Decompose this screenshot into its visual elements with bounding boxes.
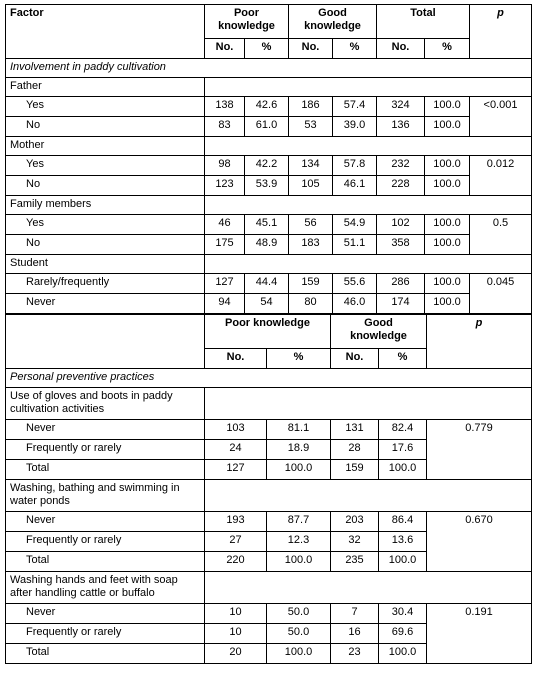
group-label-fill	[205, 78, 532, 97]
poor-no-cell: 127	[205, 460, 267, 480]
row-label: Never	[6, 512, 205, 532]
poor-pct-cell: 42.2	[245, 156, 289, 176]
factor-header-spacer	[6, 39, 205, 59]
table-row	[6, 604, 532, 624]
total-no-cell: 136	[377, 117, 425, 137]
total-pct-cell: 100.0	[425, 274, 470, 294]
poor-no-cell: 175	[205, 235, 245, 255]
group-row	[6, 196, 532, 215]
good-pct-cell: 86.4	[379, 512, 427, 532]
table-row	[6, 97, 532, 117]
good-pct-cell: 57.8	[333, 156, 377, 176]
p-header: p	[427, 315, 532, 349]
p-header-spacer	[427, 349, 532, 369]
row-label: No	[6, 235, 205, 255]
factor-header-spacer	[6, 349, 205, 369]
good-no-cell: 183	[289, 235, 333, 255]
good-pct-cell: 82.4	[379, 420, 427, 440]
group-label: Father	[6, 78, 205, 97]
total-pct-cell: 100.0	[425, 215, 470, 235]
group-row	[6, 137, 532, 156]
group-row	[6, 572, 532, 604]
good-no-cell: 203	[331, 512, 379, 532]
group-label-fill	[205, 255, 532, 274]
good-no-cell: 53	[289, 117, 333, 137]
poor-pct-header: %	[245, 39, 289, 59]
p-value-cell: 0.779	[427, 420, 532, 480]
group-label-fill	[205, 572, 532, 604]
good-pct-cell: 54.9	[333, 215, 377, 235]
good-no-cell: 159	[289, 274, 333, 294]
group-row	[6, 78, 532, 97]
group-row	[6, 255, 532, 274]
total-pct-header: %	[425, 39, 470, 59]
table-row	[6, 235, 532, 255]
total-no-cell: 324	[377, 97, 425, 117]
p-value-cell: 0.5	[470, 215, 532, 255]
good-no-cell: 159	[331, 460, 379, 480]
total-pct-cell: 100.0	[425, 117, 470, 137]
good-no-cell: 16	[331, 624, 379, 644]
good-pct-cell: 100.0	[379, 460, 427, 480]
total-pct-cell: 100.0	[425, 235, 470, 255]
total-pct-cell: 100.0	[425, 176, 470, 196]
factor-header-blank	[6, 315, 205, 349]
table-row	[6, 215, 532, 235]
poor-no-cell: 27	[205, 532, 267, 552]
group-label: Use of gloves and boots in paddy cultivation activities	[6, 388, 205, 420]
row-label: No	[6, 176, 205, 196]
table-row	[6, 512, 532, 532]
poor-no-header: No.	[205, 39, 245, 59]
section-title: Involvement in paddy cultivation	[6, 59, 532, 78]
good-no-cell: 32	[331, 532, 379, 552]
knowledge-by-involvement-table	[5, 4, 532, 314]
good-no-cell: 80	[289, 294, 333, 314]
p-value-cell: 0.191	[427, 604, 532, 664]
table-row	[6, 274, 532, 294]
poor-pct-cell: 81.1	[267, 420, 331, 440]
row-label: Total	[6, 644, 205, 664]
good-pct-header: %	[333, 39, 377, 59]
good-no-cell: 186	[289, 97, 333, 117]
poor-no-cell: 10	[205, 604, 267, 624]
poor-pct-cell: 12.3	[267, 532, 331, 552]
poor-pct-cell: 100.0	[267, 644, 331, 664]
poor-no-header: No.	[205, 349, 267, 369]
poor-no-cell: 98	[205, 156, 245, 176]
row-label: Never	[6, 420, 205, 440]
good-pct-cell: 55.6	[333, 274, 377, 294]
p-value-cell: <0.001	[470, 97, 532, 137]
row-label: Total	[6, 552, 205, 572]
good-pct-cell: 46.0	[333, 294, 377, 314]
poor-no-cell: 193	[205, 512, 267, 532]
good-pct-cell: 13.6	[379, 532, 427, 552]
group-label: Washing, bathing and swimming in water ponds	[6, 480, 205, 512]
poor-pct-cell: 18.9	[267, 440, 331, 460]
row-label: No	[6, 117, 205, 137]
total-header: Total	[377, 5, 470, 39]
total-pct-cell: 100.0	[425, 97, 470, 117]
good-pct-cell: 30.4	[379, 604, 427, 624]
row-label: Never	[6, 604, 205, 624]
good-pct-cell: 69.6	[379, 624, 427, 644]
good-pct-cell: 57.4	[333, 97, 377, 117]
total-no-cell: 102	[377, 215, 425, 235]
table-row	[6, 156, 532, 176]
p-header-spacer	[470, 39, 532, 59]
group-label-fill	[205, 480, 532, 512]
row-label: Yes	[6, 156, 205, 176]
row-label: Frequently or rarely	[6, 440, 205, 460]
good-no-header: No.	[331, 349, 379, 369]
good-pct-cell: 100.0	[379, 644, 427, 664]
p-header: p	[470, 5, 532, 39]
poor-no-cell: 220	[205, 552, 267, 572]
poor-no-cell: 138	[205, 97, 245, 117]
row-label: Never	[6, 294, 205, 314]
total-no-cell: 232	[377, 156, 425, 176]
poor-pct-cell: 44.4	[245, 274, 289, 294]
good-no-cell: 56	[289, 215, 333, 235]
total-no-cell: 358	[377, 235, 425, 255]
poor-no-cell: 10	[205, 624, 267, 644]
group-label-fill	[205, 196, 532, 215]
good-no-cell: 131	[331, 420, 379, 440]
poor-pct-cell: 42.6	[245, 97, 289, 117]
table-row	[6, 294, 532, 314]
table-row	[6, 176, 532, 196]
total-no-cell: 174	[377, 294, 425, 314]
row-label: Yes	[6, 215, 205, 235]
good-pct-cell: 100.0	[379, 552, 427, 572]
poor-pct-cell: 100.0	[267, 460, 331, 480]
poor-pct-cell: 53.9	[245, 176, 289, 196]
poor-pct-cell: 50.0	[267, 624, 331, 644]
good-no-cell: 23	[331, 644, 379, 664]
factor-header: Factor	[6, 5, 205, 39]
poor-no-cell: 123	[205, 176, 245, 196]
row-label: Rarely/frequently	[6, 274, 205, 294]
row-label: Total	[6, 460, 205, 480]
table-row	[6, 117, 532, 137]
section-title: Personal preventive practices	[6, 369, 532, 388]
poor-pct-cell: 54	[245, 294, 289, 314]
poor-no-cell: 94	[205, 294, 245, 314]
good-no-cell: 134	[289, 156, 333, 176]
total-no-header: No.	[377, 39, 425, 59]
good-no-cell: 28	[331, 440, 379, 460]
good-pct-cell: 51.1	[333, 235, 377, 255]
row-label: Yes	[6, 97, 205, 117]
poor-pct-cell: 61.0	[245, 117, 289, 137]
good-no-cell: 7	[331, 604, 379, 624]
good-knowledge-header: Good knowledge	[289, 5, 377, 39]
group-label-fill	[205, 388, 532, 420]
total-no-cell: 286	[377, 274, 425, 294]
p-value-cell: 0.045	[470, 274, 532, 314]
poor-pct-cell: 45.1	[245, 215, 289, 235]
poor-pct-cell: 50.0	[267, 604, 331, 624]
good-knowledge-header: Good knowledge	[331, 315, 427, 349]
poor-knowledge-header: Poor knowledge	[205, 5, 289, 39]
group-label: Mother	[6, 137, 205, 156]
total-no-cell: 228	[377, 176, 425, 196]
row-label: Frequently or rarely	[6, 624, 205, 644]
poor-no-cell: 46	[205, 215, 245, 235]
poor-pct-header: %	[267, 349, 331, 369]
group-row	[6, 480, 532, 512]
poor-no-cell: 83	[205, 117, 245, 137]
good-pct-cell: 39.0	[333, 117, 377, 137]
table-row	[6, 420, 532, 440]
group-row	[6, 388, 532, 420]
poor-no-cell: 20	[205, 644, 267, 664]
total-pct-cell: 100.0	[425, 294, 470, 314]
p-value-cell: 0.670	[427, 512, 532, 572]
poor-knowledge-header: Poor knowledge	[205, 315, 331, 349]
practices-table	[5, 314, 532, 664]
poor-no-cell: 127	[205, 274, 245, 294]
poor-pct-cell: 87.7	[267, 512, 331, 532]
poor-no-cell: 24	[205, 440, 267, 460]
p-value-cell: 0.012	[470, 156, 532, 196]
group-label: Family members	[6, 196, 205, 215]
poor-pct-cell: 48.9	[245, 235, 289, 255]
poor-no-cell: 103	[205, 420, 267, 440]
good-no-cell: 105	[289, 176, 333, 196]
total-pct-cell: 100.0	[425, 156, 470, 176]
group-label: Washing hands and feet with soap after handling cattle or buffalo	[6, 572, 205, 604]
good-pct-header: %	[379, 349, 427, 369]
good-pct-cell: 46.1	[333, 176, 377, 196]
group-label: Student	[6, 255, 205, 274]
good-no-cell: 235	[331, 552, 379, 572]
row-label: Frequently or rarely	[6, 532, 205, 552]
group-label-fill	[205, 137, 532, 156]
poor-pct-cell: 100.0	[267, 552, 331, 572]
good-pct-cell: 17.6	[379, 440, 427, 460]
good-no-header: No.	[289, 39, 333, 59]
